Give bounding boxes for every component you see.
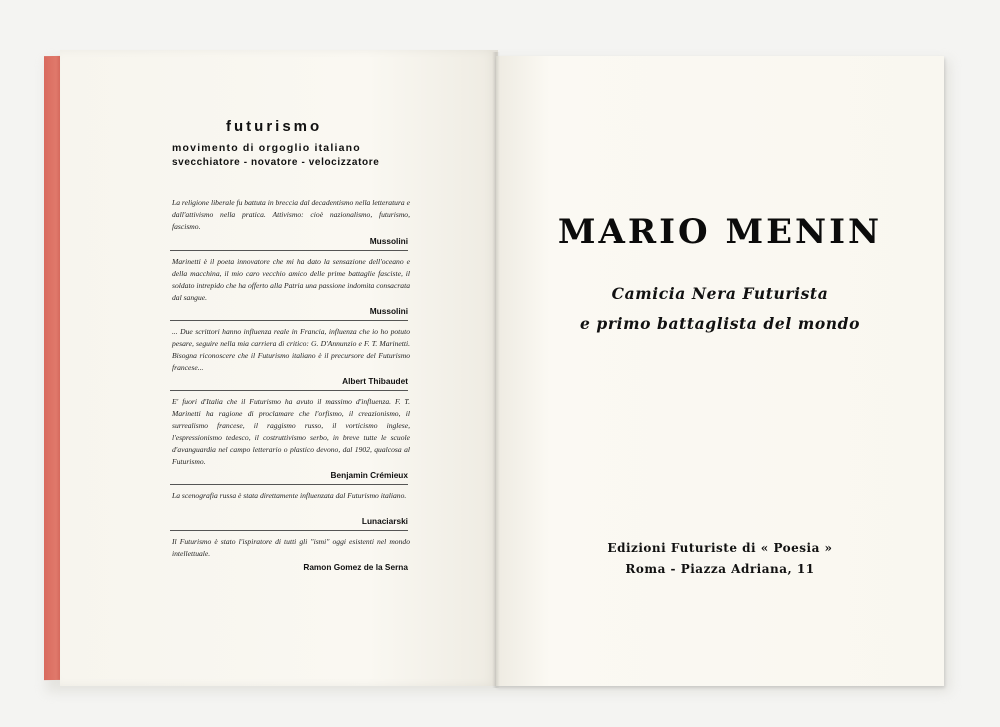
quote-author: Lunaciarski (361, 516, 408, 526)
left-heading: futurismo (226, 118, 323, 135)
divider (170, 484, 408, 485)
quote-text: La religione liberale fu battuta in breccia dal decadentismo nella letteratura e dall'attivismo nella pratica. Attivismo: cioè nazionalismo, futurismo, fascismo. (172, 198, 410, 231)
right-subtitle-2: e primo battaglista del mondo (579, 314, 861, 333)
quote-author: Ramon Gomez de la Serna (303, 562, 408, 572)
quote-text: La scenografia russa è stata direttamente influenzata dal Futurismo italiano. (172, 491, 407, 500)
quote-author: Mussolini (369, 236, 408, 246)
author-title: MARIO MENIN (557, 212, 883, 252)
book-gutter (492, 52, 500, 688)
left-subtitle-1: movimento di orgoglio italiano (172, 142, 361, 154)
quote-text: Marinetti è il poeta innovatore che mi ha dato la sensazione dell'oceano e della macchina, il mio caro vecchio amico delle prime battaglie fasciste, il soldato intrepido che ha offerto alla Patria una passione indomita consacrata dal sangue. (172, 257, 410, 302)
divider (170, 390, 408, 391)
quote-text: ... Due scrittori hanno influenza reale in Francia, influenza che io ho potuto pesare, seguire nella mia carriera di critico: G. D'Annunzio e F. T. Marinetti. Bisogna riconoscere che il Futurismo italiano è il precursore del Futurismo francese... (172, 327, 410, 372)
quote-author: Mussolini (369, 306, 408, 316)
right-page (496, 56, 944, 686)
divider (170, 320, 408, 321)
divider (170, 250, 408, 251)
quote-author: Benjamin Crémieux (330, 470, 408, 480)
divider (170, 530, 408, 531)
quote-author: Albert Thibaudet (342, 376, 408, 386)
publisher-line-2: Roma - Piazza Adriana, 11 (625, 562, 815, 576)
publisher-line-1: Edizioni Futuriste di « Poesia » (607, 541, 833, 555)
right-subtitle-1: Camicia Nera Futurista (611, 284, 829, 303)
quote-text: E' fuori d'Italia che il Futurismo ha avuto il massimo d'influenza. F. T. Marinetti ha ragione di proclamare che l'orfismo, il creazionismo, il surrealismo francese, il raggismo russo, il vorticismo inglese, l'espressionismo tedesco, il costruttivismo serbo, in breve tutte le scuole d'avanguardia nel campo letterario o plastico devono, dal 1902, qualcosa al Futurismo. (172, 397, 410, 466)
left-subtitle-2: svecchiatore - novatore - velocizzatore (172, 157, 380, 168)
quote-text: Il Futurismo è stato l'ispiratore di tutti gli "ismi" oggi esistenti nel mondo intellettuale. (172, 537, 410, 558)
